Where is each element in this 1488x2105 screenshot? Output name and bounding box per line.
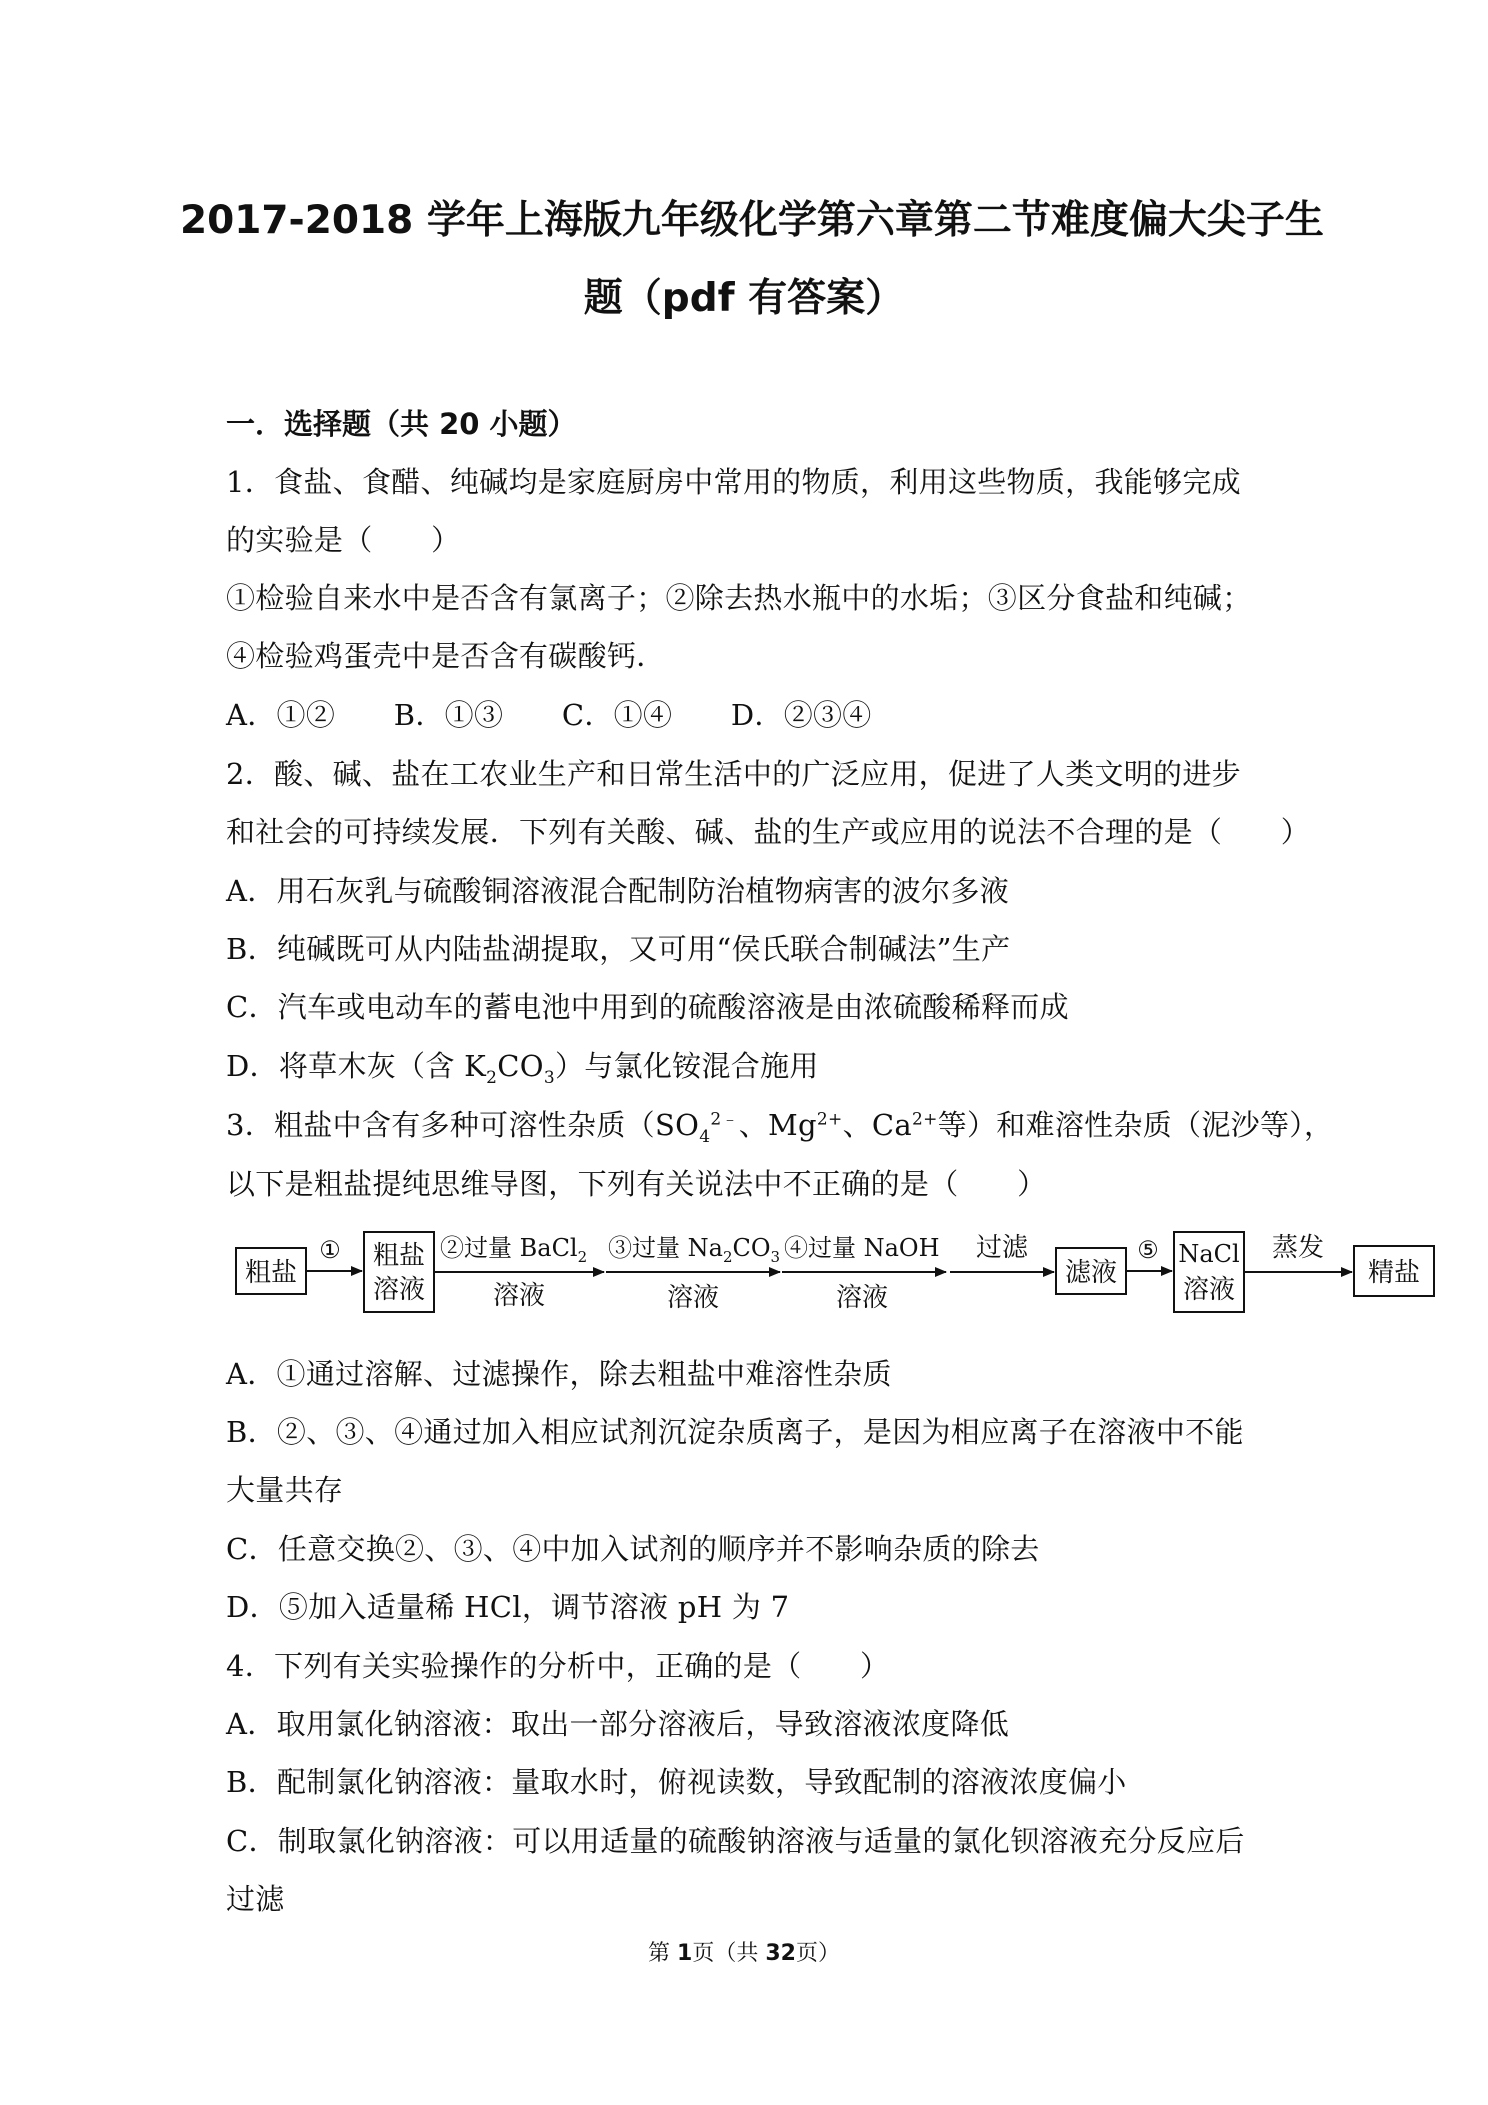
section-heading: 一．选择题（共 20 小题） xyxy=(226,407,577,441)
q2-option-d xyxy=(226,1044,819,1088)
q2-stem-line-2: 和社会的可持续发展．下列有关酸、碱、盐的生产或应用的说法不合理的是（ ） xyxy=(226,815,1311,849)
step-4-top: ④过量 NaOH xyxy=(784,1234,940,1262)
step-3-top xyxy=(608,1234,780,1266)
q3-stem-sup3: 2+ xyxy=(911,1109,938,1130)
q2-option-d-post: ）与氯化铵混合施用 xyxy=(554,1049,819,1083)
q2-option-d-pre: D．将草木灰（含 K xyxy=(226,1049,487,1083)
step-3-sub: 2 xyxy=(722,1248,733,1266)
q2-option-d-mid: CO xyxy=(497,1049,544,1083)
q3-stem-c: 、Ca xyxy=(842,1108,912,1142)
box-nacl-l2: 溶液 xyxy=(1182,1275,1236,1305)
q3-stem-sup1: 2﹣ xyxy=(710,1109,739,1130)
salt-purification-flowchart xyxy=(232,1226,1447,1346)
q4-option-c-line-2: 过滤 xyxy=(226,1882,285,1916)
q2-stem-line-1: 2．酸、碱、盐在工农业生产和日常生活中的广泛应用，促进了人类文明的进步 xyxy=(226,757,1241,791)
evaporate-label: 蒸发 xyxy=(1271,1233,1325,1263)
flowchart-svg xyxy=(232,1226,1447,1346)
q4-option-a: A．取用氯化钠溶液：取出一部分溶液后，导致溶液浓度降低 xyxy=(226,1707,1010,1741)
box-filtrate-label: 滤液 xyxy=(1064,1258,1118,1288)
step-3-bottom: 溶液 xyxy=(666,1283,720,1313)
filter-label: 过滤 xyxy=(975,1233,1029,1263)
step-2-sub: 2 xyxy=(577,1248,588,1266)
step-1-label: ① xyxy=(319,1236,341,1264)
step-3-top-main: ③过量 Na xyxy=(608,1234,723,1262)
step-2-top-main: ②过量 BaCl xyxy=(440,1234,578,1262)
q3-option-c: C．任意交换②、③、④中加入试剂的顺序并不影响杂质的除去 xyxy=(226,1532,1040,1566)
q4-stem: 4．下列有关实验操作的分析中，正确的是（ ） xyxy=(226,1649,890,1683)
footer-post: 页） xyxy=(795,1941,840,1966)
q3-stem-sub: 4 xyxy=(699,1126,711,1147)
box-refined-salt-label: 精盐 xyxy=(1367,1258,1421,1288)
q2-option-a: A．用石灰乳与硫酸铜溶液混合配制防治植物病害的波尔多液 xyxy=(226,874,1010,908)
box-nacl-l1: NaCl xyxy=(1178,1240,1240,1268)
footer-pre: 第 xyxy=(648,1941,678,1966)
q2-option-c: C．汽车或电动车的蓄电池中用到的硫酸溶液是由浓硫酸稀释而成 xyxy=(226,990,1069,1024)
box-crude-salt-label: 粗盐 xyxy=(244,1258,298,1288)
title-line-1: 2017-2018 学年上海版九年级化学第六章第二节难度偏大尖子生 xyxy=(180,198,1324,243)
step-3-top2: CO xyxy=(732,1234,771,1262)
footer-total-pages: 32 xyxy=(765,1941,796,1966)
q1-stem-line-1: 1．食盐、食醋、纯碱均是家庭厨房中常用的物质，利用这些物质，我能够完成 xyxy=(226,465,1241,499)
q3-option-a: A．①通过溶解、过滤操作，除去粗盐中难溶性杂质 xyxy=(226,1357,892,1391)
q1-items-line-2: ④检验鸡蛋壳中是否含有碳酸钙． xyxy=(226,639,666,673)
footer-page-number: 1 xyxy=(677,1941,693,1966)
q3-option-b-line-2: 大量共存 xyxy=(226,1473,344,1507)
step-5-label: ⑤ xyxy=(1137,1236,1159,1264)
q1-items-line-1: ①检验自来水中是否含有氯离子；②除去热水瓶中的水垢；③区分食盐和纯碱； xyxy=(226,581,1252,615)
document-title xyxy=(180,182,1324,338)
q3-stem-b: 、Mg xyxy=(738,1108,817,1142)
q3-stem-sup2: 2+ xyxy=(816,1109,843,1130)
box-crude-solution-l2: 溶液 xyxy=(372,1275,426,1305)
footer-mid: 页（共 xyxy=(692,1941,766,1966)
q4-option-c-line-1: C．制取氯化钠溶液：可以用适量的硫酸钠溶液与适量的氯化钡溶液充分反应后 xyxy=(226,1824,1245,1858)
q2-option-d-sub1: 2 xyxy=(486,1067,498,1088)
step-4-bottom: 溶液 xyxy=(835,1283,889,1313)
q1-options: A．①② B．①③ C．①④ D．②③④ xyxy=(226,698,872,732)
title-line-2: 题（pdf 有答案） xyxy=(583,276,905,321)
q2-option-b: B．纯碱既可从内陆盐湖提取，又可用“侯氏联合制碱法”生产 xyxy=(226,932,1011,966)
step-2-top xyxy=(440,1234,587,1266)
q1-stem-line-2: 的实验是（ ） xyxy=(226,523,461,557)
step-2-bottom: 溶液 xyxy=(492,1281,546,1311)
q2-option-d-sub2: 3 xyxy=(543,1067,555,1088)
page-footer xyxy=(0,1936,1488,1967)
q3-option-d: D．⑤加入适量稀 HCl，调节溶液 pH 为 7 xyxy=(226,1590,790,1624)
q3-stem-line-2: 以下是粗盐提纯思维导图，下列有关说法中不正确的是（ ） xyxy=(226,1167,1047,1201)
q3-stem-d: 等）和难溶性杂质（泥沙等）， xyxy=(937,1108,1334,1142)
q4-option-b: B．配制氯化钠溶液：量取水时，俯视读数，导致配制的溶液浓度偏小 xyxy=(226,1765,1127,1799)
box-crude-solution-l1: 粗盐 xyxy=(372,1241,426,1271)
q3-stem-a: 3．粗盐中含有多种可溶性杂质（SO xyxy=(226,1108,700,1142)
q3-option-b-line-1: B．②、③、④通过加入相应试剂沉淀杂质离子，是因为相应离子在溶液中不能 xyxy=(226,1415,1244,1449)
q3-stem-line-1 xyxy=(226,1103,1334,1147)
step-3-sub2: 3 xyxy=(770,1248,781,1266)
